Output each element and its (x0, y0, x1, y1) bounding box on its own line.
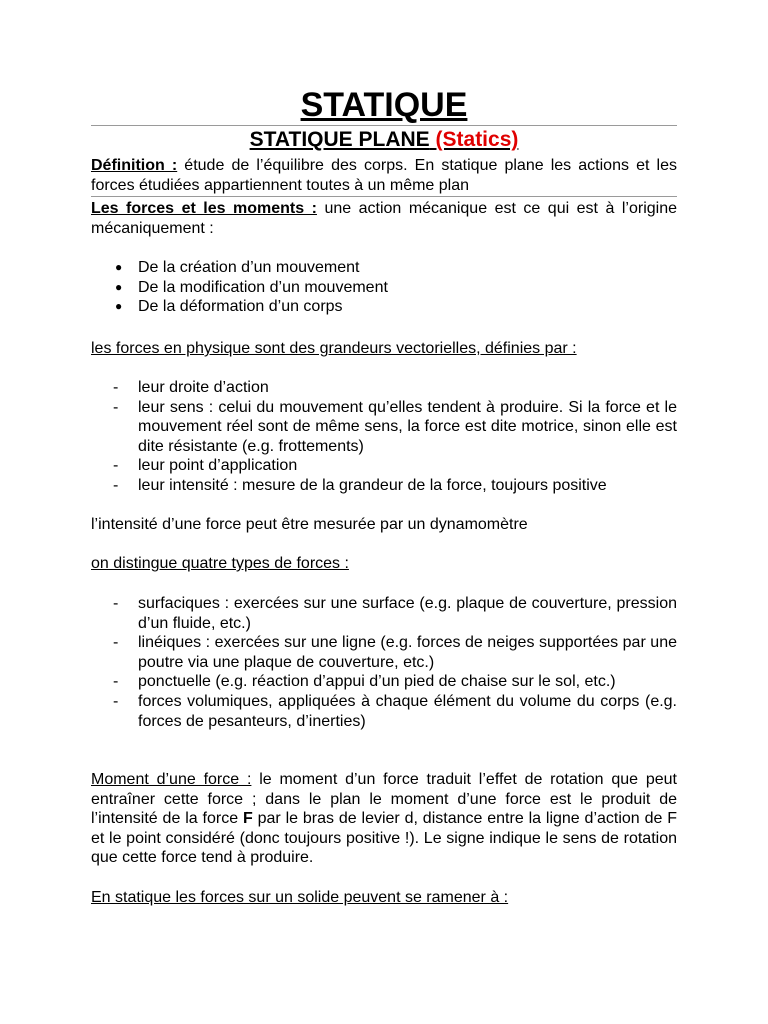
list-item: - leur droite d’action (113, 379, 269, 396)
forces-moments-label: Les forces et les moments : (91, 200, 317, 217)
page-title: STATIQUE (300, 86, 468, 124)
force-types-list (91, 594, 677, 731)
definition-paragraph (91, 156, 677, 195)
list-item: ● De la modification d’un mouvement (115, 278, 388, 296)
dash-icon: - (113, 379, 119, 396)
list-item: ● De la déformation d’un corps (115, 298, 343, 316)
list-item: - forces volumiques, appliquées à chaque élément du volume du corps (e.g. forces de pesanteurs, d’inerties) (113, 692, 677, 730)
definition-text: étude de l’équilibre des corps. En statique plane les actions et les forces étudiées appartiennent toutes à un même plan (91, 157, 677, 194)
moment-text-b: par le bras de levier d, distance entre la ligne d’action de F et le point considéré (donc toujours positive !). Le signe indique le sens de rotation que cette force tend à produire. (91, 810, 677, 867)
list-item: - leur intensité : mesure de la grandeur de la force, toujours positive (113, 476, 607, 494)
dash-icon: - (113, 398, 119, 416)
list-item: - leur point d’application (113, 457, 298, 475)
forces-moments-paragraph (91, 199, 677, 238)
vector-heading: les forces en physique sont des grandeurs vectorielles, définies par : (91, 340, 577, 357)
definition-divider (91, 196, 677, 197)
intensity-note: l’intensité d’une force peut être mesurée par un dynamomètre (91, 516, 528, 533)
bullet-icon: ● (115, 279, 123, 294)
dash-icon: - (113, 457, 119, 475)
forces-moments-text: une action mécanique est ce qui est à l’origine mécaniquement : (91, 200, 677, 237)
bullet-icon: ● (115, 299, 123, 314)
section-title-main: STATIQUE PLANE (249, 128, 430, 151)
list-item: ● De la création d’un mouvement (115, 259, 360, 276)
section-title (91, 126, 677, 154)
effects-list (91, 258, 677, 317)
section-title-paren: (Statics) (435, 128, 519, 151)
list-item: - surfaciques : exercées sur une surface (e.g. plaque de couverture, pression d’un fluide, etc.) (113, 595, 677, 632)
final-heading: En statique les forces sur un solide peuvent se ramener à : (91, 889, 509, 906)
dash-icon: - (113, 595, 119, 612)
definition-label: Définition : (91, 157, 178, 174)
moment-text-a: le moment d’un force traduit l’effet de rotation que peut entraîner cette force ; dans le plan le moment d’une force est le produit de l’intensité de la force (91, 771, 678, 828)
types-heading: on distingue quatre types de forces : (91, 555, 349, 572)
moment-force-symbol: F (242, 810, 253, 828)
bullet-icon: ● (115, 260, 123, 274)
dash-icon: - (113, 692, 119, 710)
moment-label: Moment d’une force : (91, 771, 252, 788)
list-item: - linéiques : exercées sur une ligne (e.g. forces de neiges supportées par une poutre via une plaque de couverture, etc.) (113, 634, 677, 671)
list-item: - ponctuelle (e.g. réaction d’appui d’un pied de chaise sur le sol, etc.) (113, 673, 616, 691)
dash-icon: - (113, 476, 119, 494)
dash-icon: - (113, 634, 119, 652)
moment-paragraph (91, 770, 677, 868)
vector-properties-list (91, 378, 677, 496)
dash-icon: - (113, 673, 119, 691)
list-item: - leur sens : celui du mouvement qu’elles tendent à produire. Si la force et le mouvement réel sont de même sens, la force est dite motrice, sinon elle est dite résistante (e.g. frottements) (113, 398, 677, 455)
